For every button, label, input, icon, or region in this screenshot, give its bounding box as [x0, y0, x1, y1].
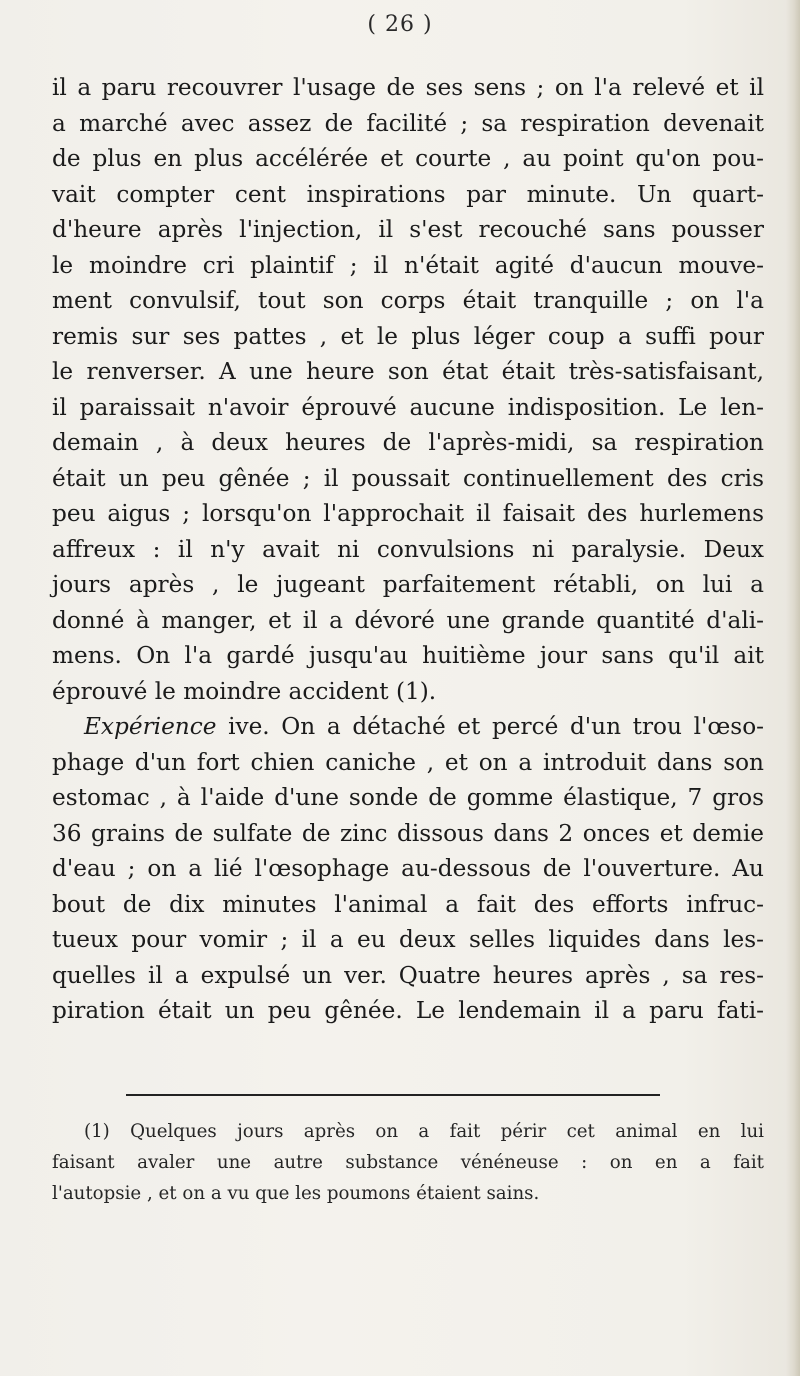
experiment-line-rest: ive. On a détaché et percé d'un trou l'œso- [216, 713, 764, 740]
text-line: mens. On l'a gardé jusqu'au huitième jour sans qu'il ait [52, 642, 764, 669]
text-line: d'eau ; on a lié l'œsophage au-dessous de l'ouverture. Au [52, 855, 764, 882]
text-line: donné à manger, et il a dévoré une grande quantité d'ali- [52, 606, 764, 634]
text-line: affreux : il n'y avait ni convulsions ni paralysie. Deux [52, 535, 764, 563]
text-line: jours après , le jugeant parfaitement rétabli, on lui a [52, 571, 764, 598]
text-line: peu aigus ; lorsqu'on l'approchait il faisait des hurlemens [52, 500, 764, 527]
text-line: de plus en plus accélérée et courte , au point qu'on pou- [52, 145, 764, 172]
experiment-heading-line [52, 709, 764, 745]
experiment-label: Expérience [84, 713, 217, 740]
text-line: éprouvé le moindre accident (1). [52, 677, 437, 705]
footnote-line: l'autopsie , et on a vu que les poumons étaient sains. [52, 1183, 540, 1204]
footnote [52, 1116, 764, 1209]
text-line: 36 grains de sulfate de zinc dissous dans 2 onces et demie [52, 819, 764, 847]
footnote-line: (1) Quelques jours après on a fait périr cet animal en lui [84, 1121, 764, 1142]
text-line: demain , à deux heures de l'après-midi, sa respiration [52, 429, 764, 456]
body-text [52, 70, 764, 1029]
text-line: le renverser. A une heure son état était très-satisfaisant, [52, 358, 764, 385]
text-line: était un peu gênée ; il poussait continuellement des cris [52, 464, 764, 492]
text-line: quelles il a expulsé un ver. Quatre heures après , sa res- [52, 961, 764, 989]
text-line: il a paru recouvrer l'usage de ses sens ; on l'a relevé et il [52, 74, 764, 101]
text-line: piration était un peu gênée. Le lendemain il a paru fati- [52, 997, 764, 1024]
text-line: d'heure après l'injection, il s'est recouché sans pousser [52, 216, 764, 243]
footnote-line: faisant avaler une autre substance vénéneuse : on en a fait [52, 1152, 764, 1173]
page-number: ( 26 ) [367, 12, 433, 37]
text-line: il paraissait n'avoir éprouvé aucune indisposition. Le len- [52, 393, 764, 421]
text-line: remis sur ses pattes , et le plus léger coup a suffi pour [52, 322, 764, 350]
text-line: le moindre cri plaintif ; il n'était agité d'aucun mouve- [52, 251, 764, 279]
text-line: phage d'un fort chien caniche , et on a introduit dans son [52, 748, 764, 776]
text-line: vait compter cent inspirations par minute. Un quart- [52, 180, 764, 208]
text-line: estomac , à l'aide d'une sonde de gomme élastique, 7 gros [52, 784, 764, 811]
footnote-rule [126, 1094, 660, 1096]
page-edge [786, 0, 800, 1376]
text-line: tueux pour vomir ; il a eu deux selles liquides dans les- [52, 926, 764, 953]
text-line: ment convulsif, tout son corps était tranquille ; on l'a [52, 287, 764, 314]
text-line: a marché avec assez de facilité ; sa respiration devenait [52, 109, 764, 137]
text-line: bout de dix minutes l'animal a fait des efforts infruc- [52, 890, 764, 918]
